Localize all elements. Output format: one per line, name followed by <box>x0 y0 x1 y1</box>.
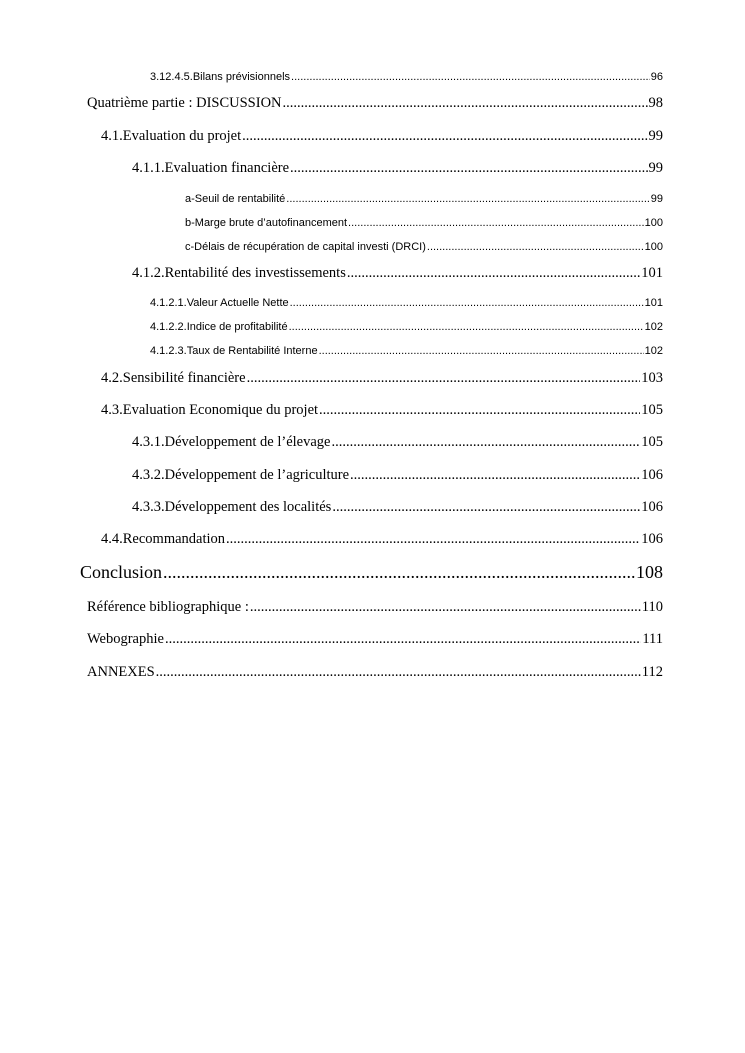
toc-leader <box>319 402 640 419</box>
toc-page-number: 102 <box>644 345 663 357</box>
toc-page-number: 100 <box>644 241 663 253</box>
toc-number: a- <box>185 193 195 205</box>
toc-title: Bilans prévisionnels <box>192 71 291 83</box>
toc-title: Indice de profitabilité <box>186 321 288 333</box>
toc-entry-quatrieme-partie[interactable] <box>87 95 663 112</box>
toc-number: 4.1. <box>101 128 123 144</box>
toc-leader <box>286 193 649 205</box>
toc-number: 4.1.2. <box>132 265 165 281</box>
toc-page-number: 108 <box>636 562 663 582</box>
toc-title: Rentabilité des investissements <box>164 265 346 281</box>
toc-entry-4-3-1[interactable] <box>132 434 663 451</box>
toc-leader <box>347 265 640 282</box>
toc-title: Seuil de rentabilité <box>194 193 286 205</box>
toc-number: 4.1.2.2. <box>150 321 187 333</box>
toc-entry-4-3[interactable] <box>101 402 663 419</box>
toc-entry-conclusion[interactable] <box>80 562 663 583</box>
toc-number: 3.12.4.5. <box>150 71 193 83</box>
toc-leader <box>290 160 647 177</box>
toc-title: Développement de l’élevage <box>164 434 331 450</box>
toc-page-number: 105 <box>641 434 663 450</box>
toc-entry-4-1-2-1[interactable] <box>150 297 663 309</box>
toc-number: 4.1.2.3. <box>150 345 187 357</box>
toc-title: Développement de l’agriculture <box>164 467 350 483</box>
toc-entry-4-4[interactable] <box>101 531 663 548</box>
toc-title: ANNEXES <box>87 664 155 680</box>
toc-leader <box>291 71 650 83</box>
toc-entry-b[interactable] <box>185 217 663 229</box>
toc-title: Evaluation financière <box>164 160 290 176</box>
toc-page-number: 111 <box>642 631 663 647</box>
toc-page-number: 96 <box>650 71 663 83</box>
toc-number: 4.1.2.1. <box>150 297 187 309</box>
toc-entry-4-3-2[interactable] <box>132 467 663 484</box>
toc-title: Webographie <box>87 631 164 647</box>
toc-number: 4.2. <box>101 370 123 386</box>
toc-page-number: 110 <box>641 599 663 615</box>
toc-leader <box>319 345 644 357</box>
toc-title: Sensibilité financière <box>122 370 246 386</box>
toc-entry-a[interactable] <box>185 193 663 205</box>
toc-entry-4-1[interactable] <box>101 128 663 145</box>
toc-leader <box>156 664 641 681</box>
toc-title: Conclusion <box>80 562 163 582</box>
toc-entry-4-2[interactable] <box>101 370 663 387</box>
toc-number: 4.3.1. <box>132 434 165 450</box>
toc-page-number: 99 <box>648 160 663 176</box>
toc-page-number: 103 <box>641 370 663 386</box>
toc-title: Valeur Actuelle Nette <box>186 297 289 309</box>
toc-leader <box>250 599 641 616</box>
toc-page-number: 101 <box>644 297 663 309</box>
toc-page-number: 98 <box>648 95 663 111</box>
toc-leader <box>165 631 641 648</box>
toc-entry-annexes[interactable] <box>87 664 663 681</box>
toc-entry-c[interactable] <box>185 241 663 253</box>
toc-entry-webographie[interactable] <box>87 631 663 648</box>
toc-number: 4.3. <box>101 402 123 418</box>
toc-page-number: 100 <box>644 217 663 229</box>
toc-title: Taux de Rentabilité Interne <box>186 345 318 357</box>
toc-leader <box>289 321 644 333</box>
toc-leader <box>350 467 640 484</box>
toc-title: Evaluation du projet <box>122 128 242 144</box>
toc-leader <box>283 95 648 112</box>
toc-leader <box>163 562 635 583</box>
toc-entry-4-1-2-3[interactable] <box>150 345 663 357</box>
toc-entry-4-1-1[interactable] <box>132 160 663 177</box>
toc-title: Marge brute d’autofinancement <box>194 217 348 229</box>
toc-title: Référence bibliographique : <box>87 599 249 615</box>
toc-page-number: 112 <box>641 664 663 680</box>
toc-title: Développement des localités <box>164 499 332 515</box>
toc-leader <box>348 217 644 229</box>
toc-title: Quatrième partie : DISCUSSION <box>87 95 282 111</box>
toc-page-number: 106 <box>641 499 663 515</box>
toc-title: Evaluation Economique du projet <box>122 402 319 418</box>
toc-number: 4.3.3. <box>132 499 165 515</box>
toc-title: Recommandation <box>122 531 226 547</box>
toc-entry-4-1-2-2[interactable] <box>150 321 663 333</box>
toc-page-number: 99 <box>648 128 663 144</box>
toc-number: c- <box>185 241 195 253</box>
toc-entry-4-3-3[interactable] <box>132 499 663 516</box>
toc-number: b- <box>185 217 195 229</box>
toc-entry-bilans-previsionnels[interactable] <box>150 71 663 83</box>
toc-leader <box>247 370 641 387</box>
toc-leader <box>242 128 647 145</box>
toc-leader <box>332 499 640 516</box>
toc-leader <box>427 241 644 253</box>
toc-entry-4-1-2[interactable] <box>132 265 663 282</box>
toc-page-number: 102 <box>644 321 663 333</box>
toc-number: 4.3.2. <box>132 467 165 483</box>
toc-page-number: 105 <box>641 402 663 418</box>
toc-number: 4.4. <box>101 531 123 547</box>
toc-page-number: 101 <box>641 265 663 281</box>
toc-number: 4.1.1. <box>132 160 165 176</box>
toc-leader <box>290 297 644 309</box>
toc-page-number: 106 <box>641 467 663 483</box>
toc-page-number: 99 <box>650 193 663 205</box>
toc-page-number: 106 <box>641 531 663 547</box>
toc-leader <box>226 531 640 548</box>
toc-title: Délais de récupération de capital investi (DRCI) <box>194 241 426 253</box>
toc-entry-reference-bibliographique[interactable] <box>87 599 663 616</box>
toc-leader <box>332 434 641 451</box>
